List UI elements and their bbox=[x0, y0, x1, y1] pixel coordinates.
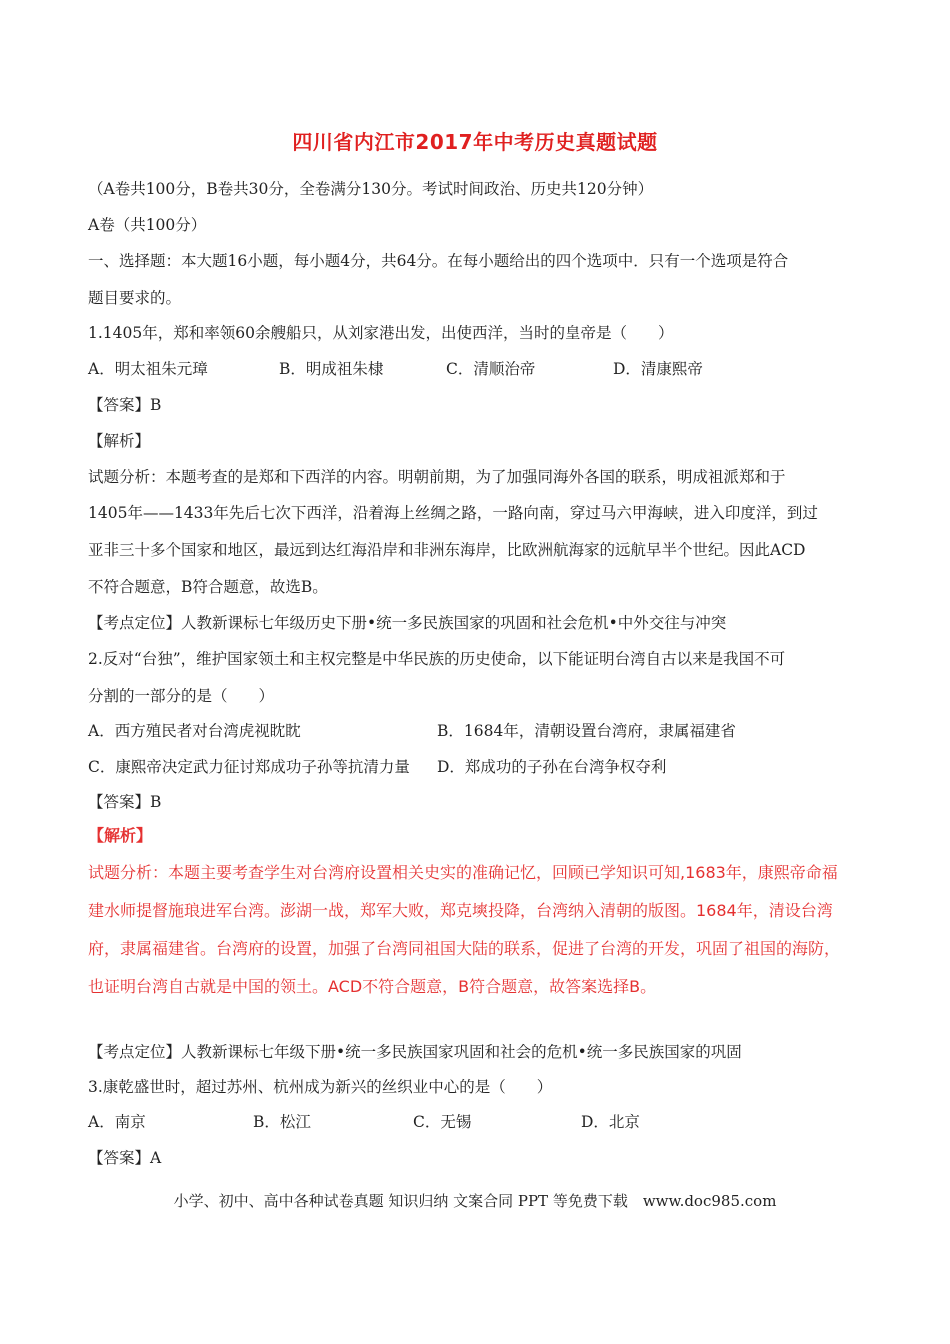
q3-option-d: D．北京 bbox=[581, 1113, 640, 1131]
q1-analysis-line-3: 亚非三十多个国家和地区，最远到达红海沿岸和非洲东海岸，比欧洲航海家的远航早半个世纪。因此ACD bbox=[88, 541, 806, 559]
q2-option-b: B．1684年，清朝设置台湾府，隶属福建省 bbox=[437, 722, 736, 740]
q1-answer: 【答案】B bbox=[88, 396, 162, 414]
q2-stem-line-1: 2.反对“台独”，维护国家领土和主权完整是中华民族的历史使命，以下能证明台湾自古以来是我国不可 bbox=[88, 650, 786, 668]
q2-option-d: D．郑成功的子孙在台湾争权夺利 bbox=[437, 758, 667, 776]
q2-answer: 【答案】B bbox=[88, 793, 162, 811]
q2-analysis-line-4: 也证明台湾自古就是中国的领土。ACD不符合题意，B符合题意，故答案选择B。 bbox=[88, 977, 657, 996]
q1-option-a: A．明太祖朱元璋 bbox=[88, 360, 208, 378]
page-footer: 小学、初中、高中各种试卷真题 知识归纳 文案合同 PPT 等免费下载 www.doc985.com bbox=[173, 1192, 777, 1210]
q1-option-b: B．明成祖朱棣 bbox=[279, 360, 384, 378]
q2-analysis-line-2: 建水师提督施琅进军台湾。澎湖一战，郑军大败，郑克塽投降，台湾纳入清朝的版图。1684年，清设台湾 bbox=[88, 901, 833, 920]
q1-analysis-line-4: 不符合题意，B符合题意，故选B。 bbox=[88, 578, 328, 596]
q2-analysis-line-3: 府，隶属福建省。台湾府的设置，加强了台湾同祖国大陆的联系，促进了台湾的开发，巩固了祖国的海防， bbox=[88, 939, 841, 958]
q1-stem: 1.1405年，郑和率领60余艘船只，从刘家港出发，出使西洋，当时的皇帝是（ ） bbox=[88, 324, 674, 342]
q1-analysis-line-2: 1405年——1433年先后七次下西洋，沿着海上丝绸之路，一路向南，穿过马六甲海峡，进入印度洋，到过 bbox=[88, 504, 818, 522]
q1-analysis-line-1: 试题分析：本题考查的是郑和下西洋的内容。明朝前期，为了加强同海外各国的联系，明成祖派郑和于 bbox=[88, 468, 786, 486]
q2-stem-line-2: 分割的一部分的是（ ） bbox=[88, 687, 275, 705]
q3-answer: 【答案】A bbox=[88, 1149, 162, 1167]
q3-option-b: B．松江 bbox=[253, 1113, 311, 1131]
instructions-line-1: 一、选择题：本大题16小题，每小题4分，共64分。在每小题给出的四个选项中．只有一个选项是符合 bbox=[88, 252, 789, 270]
q2-option-a: A．西方殖民者对台湾虎视眈眈 bbox=[88, 722, 301, 740]
q3-stem: 3.康乾盛世时，超过苏州、杭州成为新兴的丝织业中心的是（ ） bbox=[88, 1078, 553, 1096]
instructions-line-2: 题目要求的。 bbox=[88, 289, 182, 307]
q2-option-c: C．康熙帝决定武力征讨郑成功子孙等抗清力量 bbox=[88, 758, 410, 776]
q2-point: 【考点定位】人教新课标七年级下册•统一多民族国家巩固和社会的危机•统一多民族国家的巩固 bbox=[88, 1043, 742, 1061]
q1-option-d: D．清康熙帝 bbox=[613, 360, 703, 378]
q2-analysis-line-1: 试题分析：本题主要考查学生对台湾府设置相关史实的准确记忆，回顾已学知识可知,1683年，康熙帝命福 bbox=[88, 863, 838, 882]
q3-option-a: A．南京 bbox=[88, 1113, 146, 1131]
q1-analysis-label: 【解析】 bbox=[88, 432, 151, 450]
exam-intro: （A卷共100分，B卷共30分，全卷满分130分。考试时间政治、历史共120分钟） bbox=[88, 180, 654, 198]
page-title: 四川省内江市2017年中考历史真题试题 bbox=[292, 130, 658, 154]
q1-point: 【考点定位】人教新课标七年级历史下册•统一多民族国家的巩固和社会危机•中外交往与冲突 bbox=[88, 614, 727, 632]
section-a-heading: A卷（共100分） bbox=[88, 216, 207, 234]
q3-option-c: C．无锡 bbox=[413, 1113, 472, 1131]
q1-option-c: C．清顺治帝 bbox=[446, 360, 536, 378]
q2-analysis-label: 【解析】 bbox=[88, 826, 153, 845]
